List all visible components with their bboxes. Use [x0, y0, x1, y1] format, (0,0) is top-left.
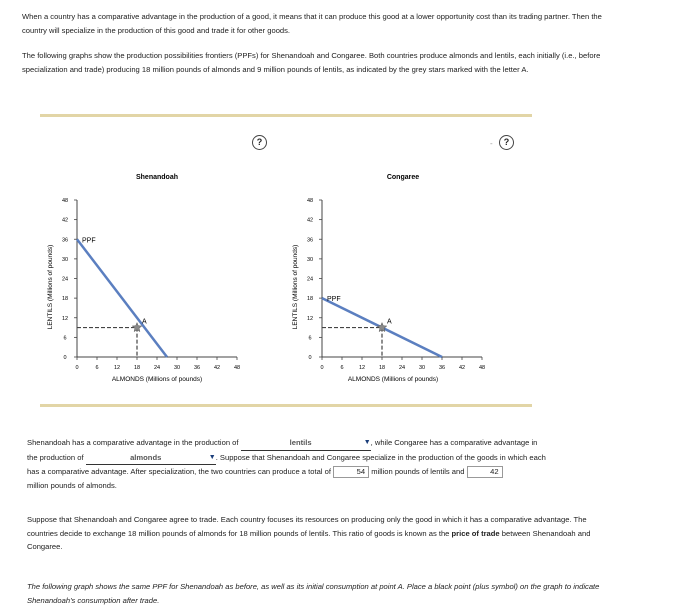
- y-tick-label: 12: [61, 315, 69, 322]
- y-tick-label: 12: [306, 315, 314, 322]
- ppf-line: [77, 239, 167, 357]
- y-tick-label: 0: [308, 355, 312, 361]
- graph-section-bottom-divider: [40, 404, 532, 407]
- x-tick-label: 18: [133, 365, 141, 371]
- shenandoah-graph-panel: [40, 125, 280, 395]
- x-tick-label: 12: [358, 365, 366, 371]
- minus-icon: -: [490, 139, 493, 148]
- comparative-advantage-dropdown-2[interactable]: [86, 451, 216, 466]
- comparative-advantage-dropdown-1[interactable]: [241, 436, 371, 451]
- answer-text-2: , while Congaree has a comparative advantage in: [370, 438, 538, 447]
- answer-paragraph: [27, 436, 617, 492]
- dropdown-2-value: almonds: [130, 452, 162, 462]
- y-tick-label: 36: [61, 237, 69, 244]
- y-tick-label: 30: [61, 256, 69, 263]
- y-tick-label: 42: [61, 217, 69, 224]
- x-axis-label: ALMONDS (Millions of pounds): [111, 376, 203, 383]
- point-a-label: A: [387, 318, 392, 326]
- dropdown-1-value: lentils: [289, 438, 312, 447]
- y-tick-label: 42: [306, 217, 314, 224]
- trade-text-1: Suppose that Shenandoah and Congaree agree to trade. Each country focuses its resources on producing only the good in which it has a comparative advantage. The countries decide to exchange 18 million pounds of almonds for 18 million pounds of lentils. This ratio of goods is known as the: [27, 515, 587, 538]
- x-tick-label: 36: [438, 365, 446, 371]
- total-almonds-input[interactable]: 42: [467, 466, 503, 478]
- x-tick-label: 36: [193, 365, 201, 371]
- y-tick-label: 6: [63, 335, 67, 342]
- y-tick-label: 24: [61, 276, 69, 283]
- congaree-graph[interactable]: [285, 125, 530, 395]
- final-instruction: The following graph shows the same PPF for Shenandoah as before, as well as its initial consumption at point A. Place a black point (plus symbol) on the graph to indicate Shenandoah's consumption after trade.: [27, 582, 600, 605]
- congaree-graph-panel: [285, 125, 530, 395]
- price-of-trade-term: price of trade: [451, 528, 500, 538]
- x-tick-label: 42: [458, 365, 466, 371]
- graph-section-top-divider: [40, 114, 532, 117]
- answer-text-3: the production of: [27, 452, 84, 462]
- y-tick-label: 0: [63, 355, 67, 361]
- x-tick-label: 0: [75, 365, 79, 371]
- trade-text-2: between Shenandoah and Congaree.: [27, 528, 591, 551]
- x-tick-label: 18: [378, 365, 386, 371]
- ppf-label: PPF: [327, 296, 341, 304]
- x-tick-label: 6: [95, 365, 99, 371]
- x-tick-label: 48: [478, 365, 486, 371]
- x-tick-label: 30: [173, 365, 181, 371]
- y-tick-label: 24: [306, 276, 314, 283]
- y-tick-label: 6: [308, 335, 312, 342]
- intro-paragraph-1: When a country has a comparative advantage in the production of a good, it means that it can produce this good at a lower opportunity cost than its trading partner. Then the country will specialize in the production of this good and trade it for other goods.: [22, 12, 602, 35]
- answer-text-7: million pounds of almonds.: [27, 480, 117, 490]
- y-axis-label: LENTILS (Millions of pounds): [292, 244, 299, 330]
- x-tick-label: 24: [398, 365, 406, 371]
- x-tick-label: 6: [340, 365, 344, 371]
- graph-title: Shenandoah: [135, 174, 179, 181]
- point-a-label: A: [142, 318, 147, 326]
- help-button-right[interactable]: ?: [499, 135, 514, 150]
- y-axis-label: LENTILS (Millions of pounds): [47, 244, 54, 330]
- x-tick-label: 12: [113, 365, 121, 371]
- x-axis-label: ALMONDS (Millions of pounds): [347, 376, 439, 383]
- answer-text-6: million pounds of lentils and: [371, 467, 465, 476]
- dropdown-2-arrow-icon: ▼: [208, 453, 216, 461]
- y-tick-label: 48: [306, 198, 314, 204]
- y-tick-label: 48: [61, 198, 69, 204]
- dropdown-1-arrow-icon: ▼: [363, 439, 371, 446]
- help-button-left[interactable]: ?: [252, 135, 267, 150]
- answer-text-5: has a comparative advantage. After specialization, the two countries can produce a total of: [27, 467, 331, 476]
- x-tick-label: 30: [418, 365, 426, 371]
- x-tick-label: 48: [233, 365, 241, 371]
- shenandoah-graph[interactable]: [40, 125, 280, 395]
- x-tick-label: 24: [153, 365, 161, 371]
- y-tick-label: 18: [306, 296, 314, 303]
- trade-paragraph: [27, 513, 607, 554]
- x-tick-label: 42: [213, 365, 221, 371]
- y-tick-label: 18: [61, 296, 69, 303]
- intro-paragraph-2: The following graphs show the production possibilities frontiers (PPFs) for Shenandoah and Congaree. Both countries produce almonds and lentils, each initially (i.e., before specialization and trade) producing 18 million pounds of almonds and 9 million pounds of lentils, as indicated by the grey stars marked with the letter A.: [22, 51, 601, 74]
- ppf-label: PPF: [82, 237, 96, 245]
- graph-title: Congaree: [386, 174, 420, 181]
- answer-text-4: . Suppose that Shenandoah and Congaree specialize in the production of the goods in which each: [215, 452, 546, 462]
- y-tick-label: 36: [306, 237, 314, 244]
- y-tick-label: 30: [306, 256, 314, 263]
- total-lentils-input[interactable]: 54: [333, 466, 369, 478]
- answer-text-1: Shenandoah has a comparative advantage in the production of: [27, 438, 239, 447]
- x-tick-label: 0: [320, 365, 324, 371]
